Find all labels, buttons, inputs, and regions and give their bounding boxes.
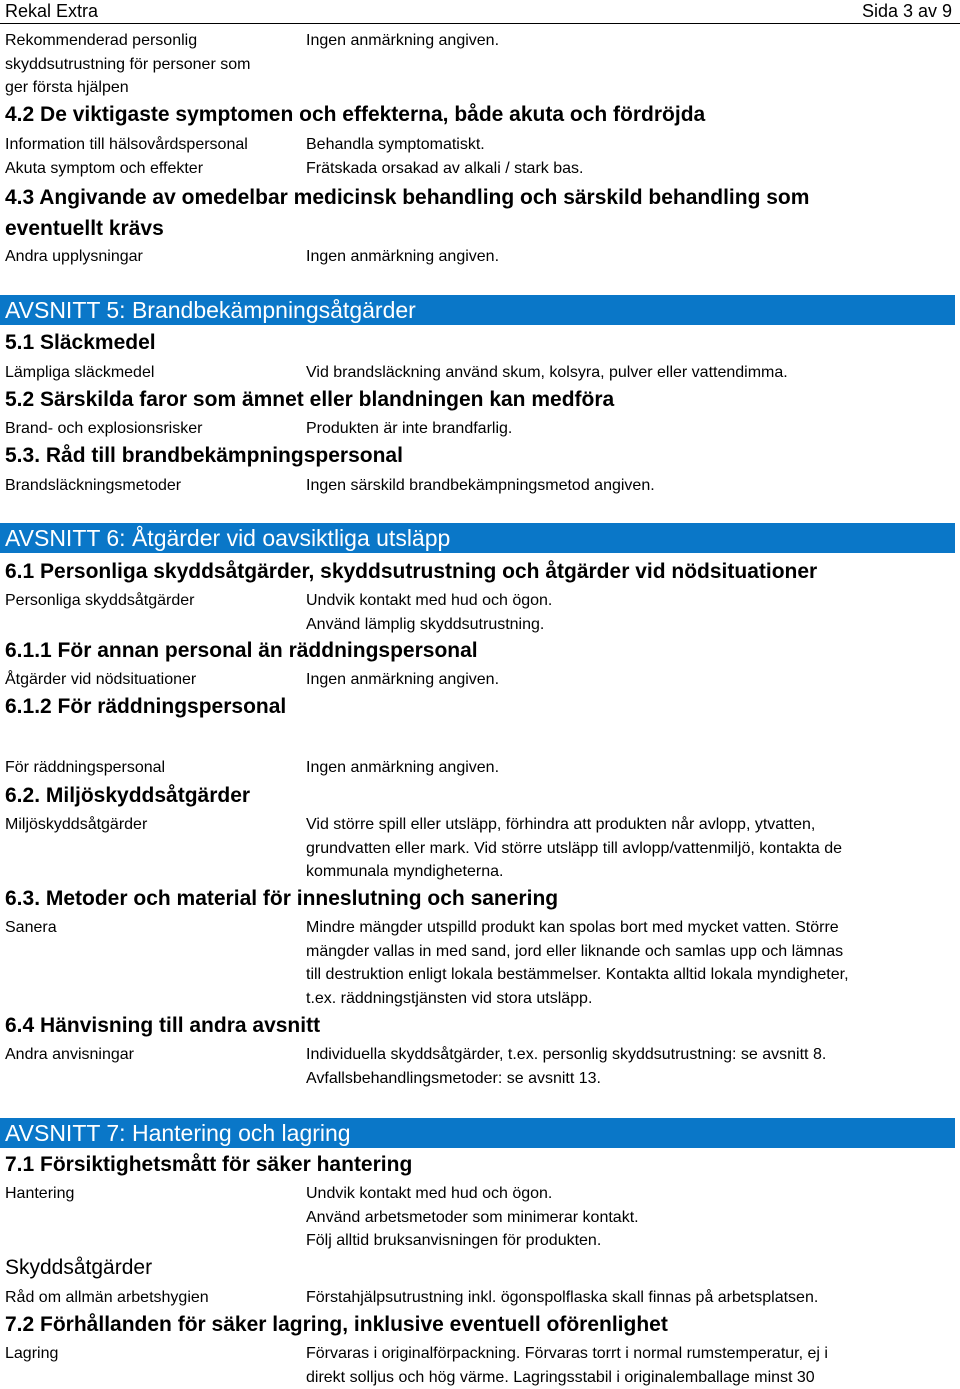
method-label: Brandsläckningsmetoder <box>5 477 182 494</box>
media-label: Lämpliga släckmedel <box>5 364 155 381</box>
heading-7-2: 7.2 Förhållanden för säker lagring, inklusive eventuell oförenlighet <box>5 1313 668 1336</box>
heading-4-2: 4.2 De viktigaste symptomen och effekterna, både akuta och fördröjda <box>5 103 706 126</box>
env-label: Miljöskyddsåtgärder <box>5 816 148 833</box>
heading-5-2: 5.2 Särskilda faror som ämnet eller blandningen kan medföra <box>5 388 615 411</box>
acute-label: Akuta symptom och effekter <box>5 160 204 177</box>
handling-value: Undvik kontakt med hud och ögon. Använd arbetsmetoder som minimerar kontakt. Följ alltid bruksanvisningen för produkten. <box>306 1185 639 1249</box>
heading-5-3: 5.3. Råd till brandbekämpningspersonal <box>5 444 403 467</box>
storage-label: Lagring <box>5 1345 59 1362</box>
page-number: Sida 3 av 9 <box>861 1 952 21</box>
heading-6-2: 6.2. Miljöskyddsåtgärder <box>5 784 251 807</box>
handling-label: Hantering <box>5 1185 75 1202</box>
emerg-label: Åtgärder vid nödsituationer <box>5 671 197 688</box>
risk-label: Brand- och explosionsrisker <box>5 420 203 437</box>
section-7-title: AVSNITT 7: Hantering och lagring <box>0 1118 955 1148</box>
personal-value: Undvik kontakt med hud och ögon. Använd lämplig skyddsutrustning. <box>306 592 553 633</box>
rescue-label: För räddningspersonal <box>5 759 166 776</box>
refs-label: Andra anvisningar <box>5 1046 134 1063</box>
acute-value: Frätskada orsakad av alkali / stark bas. <box>306 160 584 177</box>
storage-value: Förvaras i originalförpackning. Förvaras torrt i normal rumstemperatur, ej i direkt solljus och hög värme. Lagringsstabil i originalemballage minst 30 <box>306 1345 828 1386</box>
hygiene-label: Råd om allmän arbetshygien <box>5 1289 209 1306</box>
env-value: Vid större spill eller utsläpp, förhindra att produkten når avlopp, ytvatten, grundvatten eller mark. Vid större utsläpp till avlopp/vattenmiljö, kontakta de kommunala myndigheterna. <box>306 816 842 880</box>
refs-value: Individuella skyddsåtgärder, t.ex. personlig skyddsutrustning: se avsnitt 8. Avfallsbehandlingsmetoder: se avsnitt 13. <box>306 1046 827 1087</box>
info-label: Information till hälsovårdspersonal <box>5 136 248 153</box>
section-5-title: AVSNITT 5: Brandbekämpningsåtgärder <box>0 295 955 325</box>
media-value: Vid brandsläckning använd skum, kolsyra, pulver eller vattendimma. <box>306 364 788 381</box>
method-value: Ingen särskild brandbekämpningsmetod angiven. <box>306 477 655 494</box>
protect-heading: Skyddsåtgärder <box>5 1256 153 1279</box>
heading-5-1: 5.1 Släckmedel <box>5 331 156 354</box>
personal-label: Personliga skyddsåtgärder <box>5 592 195 609</box>
ppe-value: Ingen anmärkning angiven. <box>306 32 500 49</box>
other-value: Ingen anmärkning angiven. <box>306 248 500 265</box>
heading-6-4: 6.4 Hänvisning till andra avsnitt <box>5 1014 321 1037</box>
clean-value: Mindre mängder utspilld produkt kan spolas bort med mycket vatten. Större mängder vallas in med sand, jord eller liknande och samlas upp och lämnas till destruktion enligt lokala bestämmelser. Kontakta alltid lokala myndigheter, t.ex. räddningstjänsten vid stora utsläpp. <box>306 919 849 1007</box>
heading-4-3: 4.3 Angivande av omedelbar medicinsk behandling och särskild behandling som eventuellt krävs <box>5 186 810 240</box>
rescue-value: Ingen anmärkning angiven. <box>306 759 500 776</box>
heading-6-1-1: 6.1.1 För annan personal än räddningspersonal <box>5 639 478 662</box>
emerg-value: Ingen anmärkning angiven. <box>306 671 500 688</box>
other-label: Andra upplysningar <box>5 248 143 265</box>
heading-7-1: 7.1 Försiktighetsmått för säker hantering <box>5 1153 413 1176</box>
info-value: Behandla symptomatiskt. <box>306 136 485 153</box>
heading-6-3: 6.3. Metoder och material för inneslutning och sanering <box>5 887 559 910</box>
section-6-title: AVSNITT 6: Åtgärder vid oavsiktliga utsläpp <box>0 523 955 553</box>
clean-label: Sanera <box>5 919 57 936</box>
risk-value: Produkten är inte brandfarlig. <box>306 420 513 437</box>
heading-6-1: 6.1 Personliga skyddsåtgärder, skyddsutrustning och åtgärder vid nödsituationer <box>5 560 818 583</box>
ppe-label: Rekommenderad personlig skyddsutrustning för personer som ger första hjälpen <box>5 32 251 96</box>
hygiene-value: Förstahjälpsutrustning inkl. ögonspolflaska skall finnas på arbetsplatsen. <box>306 1289 819 1306</box>
heading-6-1-2: 6.1.2 För räddningspersonal <box>5 695 287 718</box>
product-name: Rekal Extra <box>5 1 99 21</box>
header-divider <box>0 23 960 24</box>
